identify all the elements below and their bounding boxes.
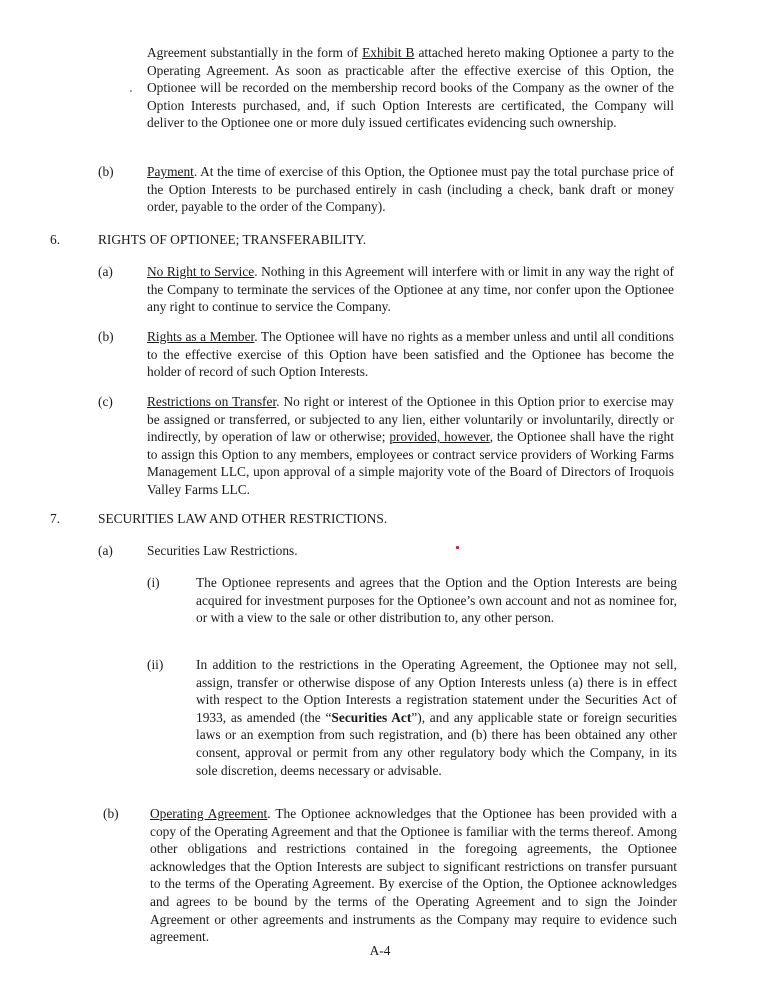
s7aii-paragraph: [196, 656, 677, 779]
s7b-paragraph: [150, 805, 677, 946]
continuation-text-2: attached hereto making Optionee a party to the Operating Agreement. As soon as practicable after the effective exercise of this Option, the Optionee will be recorded on the membership record books of the Company as the owner of the Option Interests purchased, and, if such Option Interests are certificated, the Company will deliver to the Optionee one or more duly issued certificates evidencing such ownership.: [147, 45, 674, 131]
section-6-number: 6.: [50, 232, 61, 247]
exhibit-b-reference: Exhibit B: [362, 45, 415, 60]
s6c-text-2: , the Optionee shall have the right to assign this Option to any members, employees or contract service providers of Working Farms Management LLC, upon approval of a simple majority vote of the Board of Directors of Iroquois Valley Farms LLC.: [147, 429, 674, 497]
s7a-label: (a): [98, 543, 113, 558]
s7ai-paragraph: [196, 574, 677, 627]
s6c-provided-however: provided, however: [389, 429, 490, 445]
s6b-label: (b): [98, 329, 114, 344]
s7b-text: . The Optionee acknowledges that the Optionee has been provided with a copy of the Operating Agreement and that the Optionee is familiar with the terms thereof. Among other obligations and restrictions contained in the foregoing agreements, the Optionee acknowledges that the Option Interests are subject to significant restrictions on transfer pursuant to the terms of the Operating Agreement. By exercise of the Option, the Optionee acknowledges and agrees to be bound by the terms of the Operating Agreement and to sign the Joinder Agreement or other agreements and instruments as the Company may require to evidence such agreement.: [150, 806, 677, 945]
section-7-title: SECURITIES LAW AND OTHER RESTRICTIONS.: [98, 511, 388, 526]
s6a-title: No Right to Service: [147, 264, 255, 279]
s6a-label: (a): [98, 264, 113, 279]
s7aii-text-2: ”), and any applicable state or foreign securities laws or an exemption from such registration, and (b) there has been obtained any other consent, approval or permit from any other regulatory body which the Company, in its sole discretion, deems necessary or advisable.: [196, 709, 677, 778]
s7ai-label: (i): [147, 575, 160, 590]
s6c-title: Restrictions on Transfer: [147, 394, 277, 409]
s5b-paragraph: [147, 163, 674, 216]
scan-speck-red: [456, 546, 459, 549]
s5b-title: Payment: [147, 164, 194, 179]
s6c-text-1: . No right or interest of the Optionee in this Option prior to exercise may be assigned or transferred, or subjected to any lien, either voluntarily or involuntarily, directly or indirectly, by operation of law or otherwise;: [147, 394, 674, 445]
s7b-title: Operating Agreement: [150, 806, 268, 821]
s5b-label: (b): [98, 164, 114, 179]
s7aii-securities-act: Securities Act: [331, 709, 412, 725]
s7a-title: Securities Law Restrictions.: [147, 543, 298, 558]
continuation-paragraph: [147, 44, 674, 132]
s6b-title: Rights as a Member: [147, 329, 255, 344]
scan-speck: [130, 90, 132, 92]
s7aii-label: (ii): [147, 657, 164, 672]
s6a-text: . Nothing in this Agreement will interfere with or limit in any way the right of the Company to terminate the services of the Optionee at any time, nor confer upon the Optionee any right to continue to service the Company.: [147, 264, 674, 315]
s6c-paragraph: [147, 393, 674, 499]
section-6-title: RIGHTS OF OPTIONEE; TRANSFERABILITY.: [98, 232, 367, 247]
page-number: A-4: [369, 943, 391, 958]
s6a-paragraph: [147, 263, 674, 316]
s6b-text: . The Optionee will have no rights as a member unless and until all conditions to the effective exercise of this Option have been satisfied and the Optionee has become the holder of record of such Option Interests.: [147, 329, 674, 380]
s6b-paragraph: [147, 328, 674, 381]
section-7-number: 7.: [50, 511, 61, 526]
s7ai-text: The Optionee represents and agrees that the Option and the Option Interests are being acquired for investment purposes for the Optionee’s own account and not as nominee for, or with a view to the sale or other distribution to, any other person.: [196, 575, 677, 626]
continuation-text-1: Agreement substantially in the form of: [147, 45, 363, 60]
s7aii-text-1: In addition to the restrictions in the Operating Agreement, the Optionee may not sell, assign, transfer or otherwise dispose of any Option Interests unless (a) there is in effect with respect to the Option Interests a registration statement under the Securities Act of 1933, as amended (the “: [196, 657, 677, 725]
s6c-label: (c): [98, 394, 113, 409]
s5b-text: . At the time of exercise of this Option, the Optionee must pay the total purchase price of the Option Interests to be purchased entirely in cash (including a check, bank draft or money order, payable to the order of the Company).: [147, 164, 674, 215]
s7b-label: (b): [103, 806, 119, 821]
